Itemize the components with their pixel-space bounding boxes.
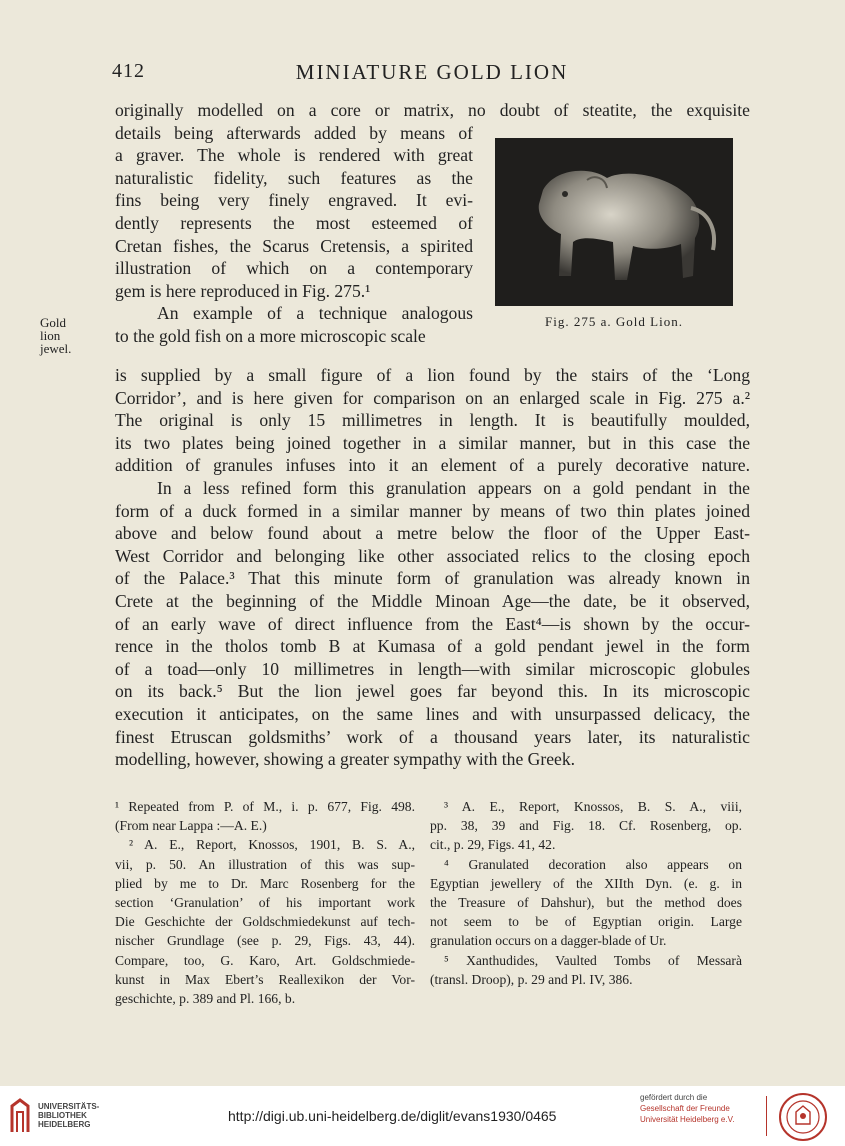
text-line: rence in the tholos tomb B at Kumasa of a gold pendant jewel in the form (115, 636, 750, 657)
footer-divider (766, 1096, 767, 1136)
footnote-line: pp. 38, 39 and Fig. 18. Cf. Rosenberg, op. (430, 818, 742, 834)
footnote-line: (From near Lappa :—A. E.) (115, 818, 267, 834)
text-line: Corridor’, and is here given for comparison on an enlarged scale in Fig. 275 a.² (115, 387, 750, 408)
footnote-line: kunst in Max Ebert’s Reallexikon der Vor- (115, 971, 415, 987)
footnote-line: plied by me to Dr. Marc Rosenberg for the (115, 875, 415, 891)
text-line: Cretan fishes, the Scarus Cretensis, a spirited (115, 235, 473, 256)
text-line: of the Palace.³ That this minute form of granulation was already known in (115, 568, 750, 589)
text-line: addition of granules infuses into it an element of a purely decorative nature. (115, 455, 750, 476)
footnotes-left (115, 797, 415, 1008)
text-line: Crete at the beginning of the Middle Minoan Age—the date, be it observed, (115, 590, 750, 611)
footnote-line: cit., p. 29, Figs. 41, 42. (430, 837, 556, 853)
funding-note: gefördert durch die Gesellschaft der Freunde Universität Heidelberg e.V. (640, 1093, 735, 1124)
footnote-line: nischer Grundlage (see p. 29, Figs. 43, 44). (115, 933, 415, 949)
side-note-line: lion (40, 328, 61, 343)
paragraph-2 (115, 364, 750, 771)
footnote-line: ⁴ Granulated decoration also appears on (444, 856, 742, 872)
footnote-line: ¹ Repeated from P. of M., i. p. 677, Fig. 498. (115, 799, 415, 814)
text-line: of an early wave of direct influence from the East⁴—is shown by the occur- (115, 613, 750, 634)
text-line: its two plates being joined together in a similar manner, but in this case the (115, 432, 750, 453)
text-line: originally modelled on a core or matrix, no doubt of steatite, the exquisite (115, 100, 750, 120)
footnote-line: not seem to be of Egyptian origin. Large (430, 914, 742, 930)
footnote-line: (transl. Droop), p. 29 and Pl. IV, 386. (430, 971, 633, 987)
side-note-line: jewel. (40, 341, 72, 356)
footnote-line: vii, p. 50. An illustration of this was sup- (115, 856, 415, 872)
footnote-line: geschichte, p. 389 and Pl. 166, b. (115, 991, 296, 1007)
text-line: naturalistic fidelity, such features as the (115, 167, 473, 188)
footnotes-right (430, 797, 742, 989)
text-line: on its back.⁵ But the lion jewel goes far beyond this. In its microscopic (115, 681, 750, 702)
page-header (112, 60, 752, 90)
text-line: form of a duck formed in a similar manner by means of two thin plates joined (115, 500, 750, 521)
footnote-line: section ‘Granulation’ of his important work (115, 895, 415, 911)
text-line: a graver. The whole is rendered with great (115, 145, 473, 166)
text-line: of a toad—only 10 millimetres in length—with similar microscopic globules (115, 658, 750, 679)
footnote-line: ⁵ Xanthudides, Vaulted Tombs of Messarà (444, 952, 742, 968)
page-number: 412 (112, 60, 145, 82)
text-line: fins being very finely engraved. It evi- (115, 190, 473, 211)
footnote-line: granulation occurs on a dagger-blade of Ur. (430, 933, 667, 949)
text-line: West Corridor and belonging like other associated relics to the closing epoch (115, 545, 750, 566)
text-line: gem is here reproduced in Fig. 275.¹ (115, 280, 371, 301)
text-line: illustration of which on a contemporary (115, 258, 473, 279)
text-line: dently represents the most esteemed of (115, 212, 473, 233)
side-note-line: Gold (40, 315, 66, 330)
figure-gold-lion-photo (495, 138, 733, 306)
running-title: MINIATURE GOLD LION (295, 60, 569, 84)
university-seal-icon (778, 1092, 828, 1142)
footnote-line: ³ A. E., Report, Knossos, B. S. A., viii, (444, 799, 742, 814)
text-line: An example of a technique analogous (157, 303, 473, 324)
side-note (40, 316, 71, 355)
text-line: execution it anticipates, on the same lines and with unsurpassed delicacy, the (115, 703, 750, 724)
text-line: In a less refined form this granulation appears on a gold pendant in the (157, 477, 750, 498)
text-line: modelling, however, showing a greater sympathy with the Greek. (115, 749, 576, 770)
text-line: The original is only 15 millimetres in length. It is beautifully moulded, (115, 410, 750, 431)
footnote-line: Egyptian jewellery of the XIIth Dyn. (e. g. in (430, 875, 742, 891)
viewer-footer (0, 1086, 845, 1146)
footnote-line: the Treasure of Dahshur), but the method does (430, 895, 742, 911)
text-line: above and below found about a metre below the floor of the Upper East- (115, 523, 750, 544)
footnote-line: ² A. E., Report, Knossos, 1901, B. S. A., (129, 837, 415, 853)
footnote-line: Compare, too, G. Karo, Art. Goldschmiede- (115, 952, 415, 968)
library-name: UNIVERSITÄTS- BIBLIOTHEK HEIDELBERG (38, 1102, 100, 1129)
text-line: finest Etruscan goldsmiths’ work of a thousand years later, its naturalistic (115, 726, 750, 747)
text-line: details being afterwards added by means of (115, 122, 473, 143)
figure-caption: Fig. 275 a. Gold Lion. (545, 314, 683, 329)
library-logo-icon (8, 1096, 32, 1136)
text-line: to the gold fish on a more microscopic scale (115, 325, 426, 346)
text-line: is supplied by a small figure of a lion found by the stairs of the ‘Long (115, 365, 750, 385)
lion-figure-icon (495, 138, 733, 306)
page-url-link[interactable]: http://digi.ub.uni-heidelberg.de/diglit/evans1930/0465 (228, 1108, 557, 1124)
footnote-line: Die Geschichte der Goldschmiedekunst auf tech- (115, 914, 415, 930)
